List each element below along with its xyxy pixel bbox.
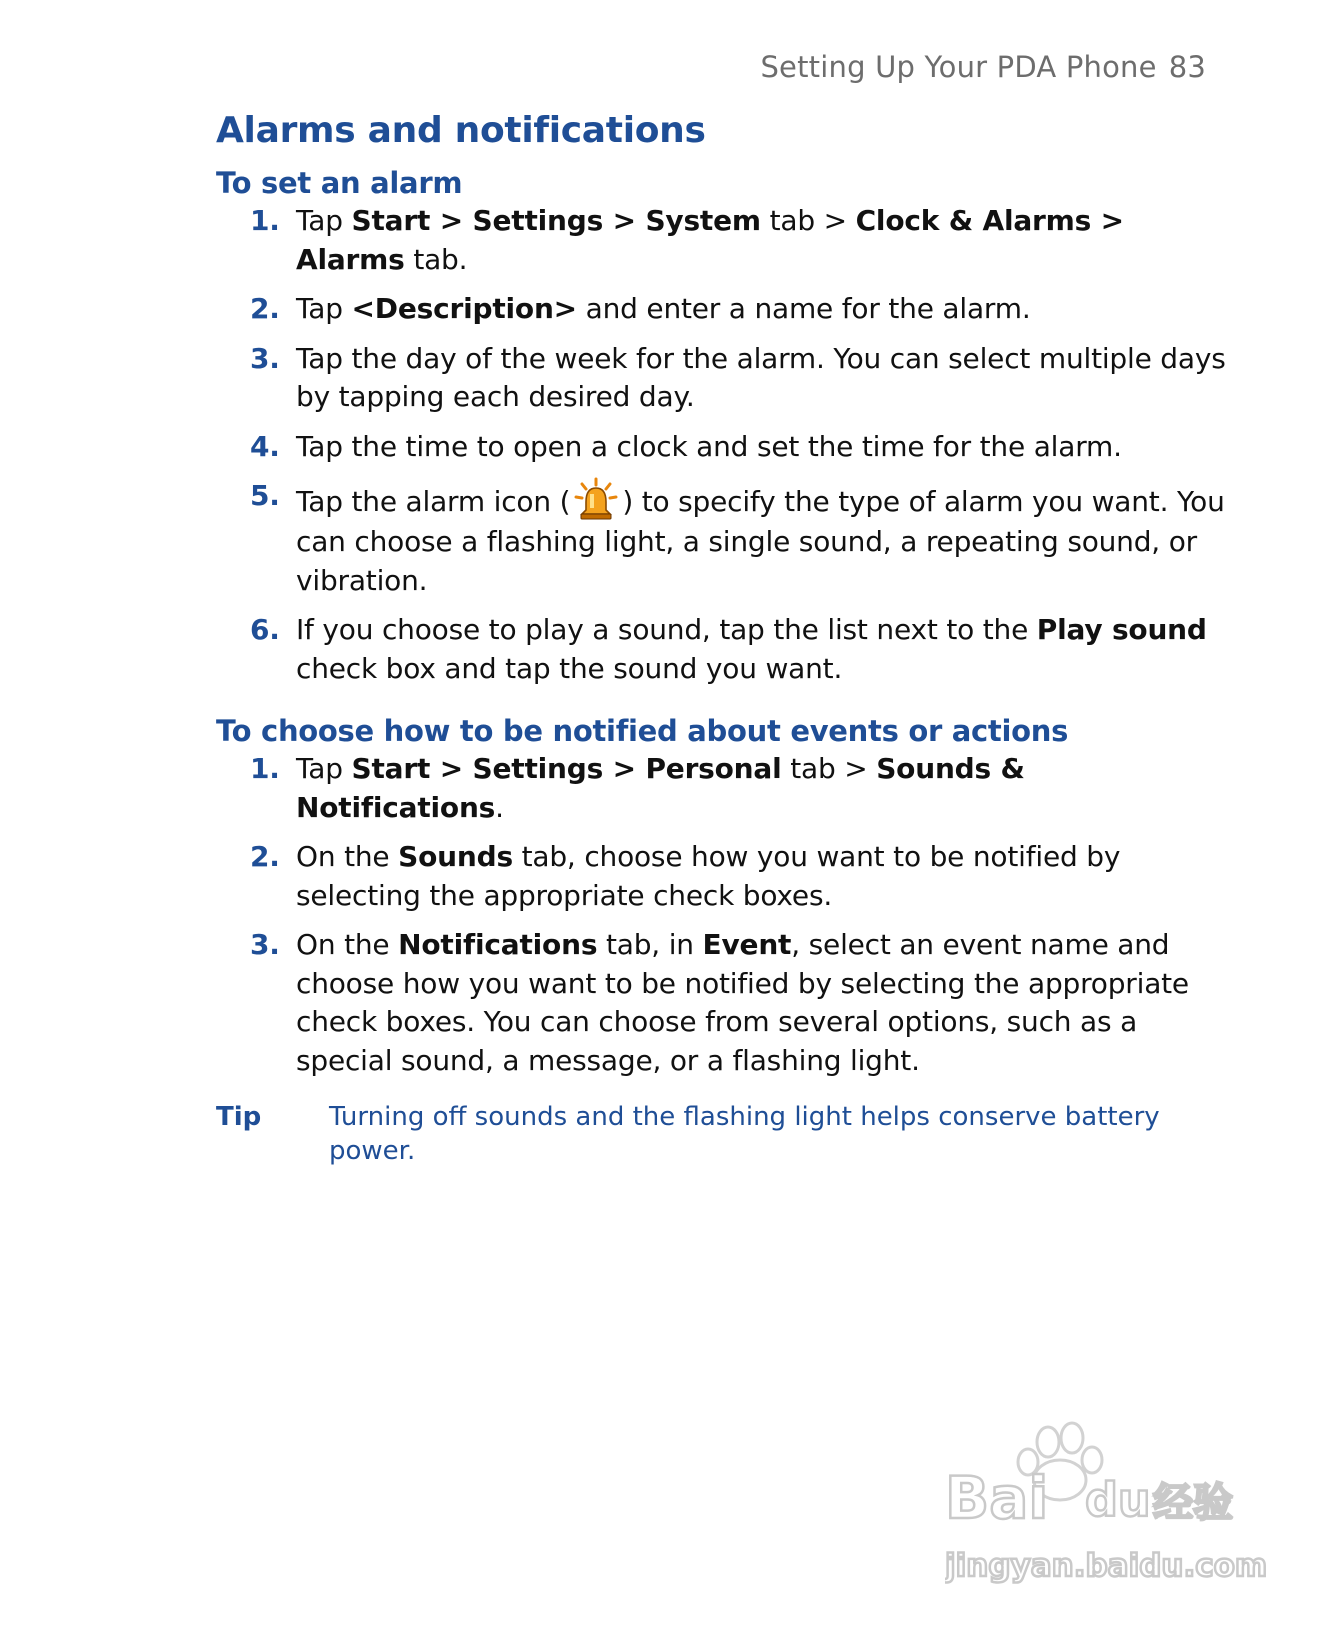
ui-term-event: Event xyxy=(702,928,792,961)
step-number: 5. xyxy=(250,479,280,512)
ui-term-settings: Settings xyxy=(472,204,604,237)
section-heading-set-alarm: To set an alarm xyxy=(216,166,463,200)
ui-term-alarms: Alarms xyxy=(296,242,405,276)
alarm-steps-list xyxy=(216,202,1226,688)
step-number: 2. xyxy=(250,840,280,873)
ui-term-clock-alarms: Clock & Alarms xyxy=(855,204,1092,237)
ui-term-system: System xyxy=(645,204,761,237)
baidu-jingyan-watermark xyxy=(945,1418,1270,1588)
list-item: 6. If you choose to play a sound, tap the list next to the Play sound check box and tap the sound you want. xyxy=(250,613,1207,685)
step-number: 2. xyxy=(250,292,280,325)
list-item: 3. Tap the day of the week for the alarm. You can select multiple days by tapping each desired day. xyxy=(250,341,1226,413)
list-item: 1. Tap Start > Settings > Personal tab > Sounds & Notifications. xyxy=(250,752,1025,824)
alarm-bell-icon xyxy=(573,477,619,523)
page-number: 83 xyxy=(1168,50,1206,84)
section-heading-notify: To choose how to be notified about events or actions xyxy=(216,714,1069,748)
page-content xyxy=(216,108,1226,1168)
step-number: 6. xyxy=(250,613,280,646)
step-number: 4. xyxy=(250,429,280,463)
tip-label: Tip xyxy=(216,1102,262,1132)
list-item: 5. Tap the alarm icon ( ) to specify the type of alarm you want. You can choose a flashing light, a single sound, a repeating sound, or vibration. xyxy=(250,479,1225,597)
running-head xyxy=(760,50,1206,84)
ui-term-personal: Personal xyxy=(645,752,782,785)
ui-term-sounds: Sounds xyxy=(398,840,513,873)
tip-note xyxy=(216,1100,1226,1168)
watermark-url: jingyan.baidu.com xyxy=(945,1548,1268,1584)
tip-text: Turning off sounds and the flashing light helps conserve battery power. xyxy=(329,1102,1160,1166)
ui-term-settings: Settings xyxy=(472,752,604,785)
step-number: 3. xyxy=(250,928,280,961)
watermark-cn: 经验 xyxy=(1153,1480,1233,1526)
list-item: 3. On the Notifications tab, in Event, select an event name and choose how you want to be notified by selecting the appropriate check boxes. You can choose from several options, such as a special sound, a message, or a flashing light. xyxy=(250,928,1189,1077)
ui-term-start: Start xyxy=(351,752,431,785)
watermark-brand-right: du xyxy=(1085,1473,1151,1527)
ui-term-description: <Description> xyxy=(351,292,577,325)
list-item: 4. Tap the time to open a clock and set the time for the alarm. xyxy=(216,428,1226,467)
list-item: 1. Tap Start > Settings > System tab > Clock & Alarms > Alarms tab. xyxy=(250,204,1124,276)
running-head-title: Setting Up Your PDA Phone xyxy=(760,50,1157,84)
ui-term-sounds-notifications: Sounds & Notifications xyxy=(296,752,1025,824)
notify-steps-list xyxy=(216,750,1226,1080)
list-item: 2. Tap <Description> and enter a name for the alarm. xyxy=(216,290,1226,329)
list-item: 2. On the Sounds tab, choose how you want to be notified by selecting the appropriate check boxes. xyxy=(250,840,1121,912)
step-number: 3. xyxy=(250,341,280,375)
page-title: Alarms and notifications xyxy=(216,110,706,151)
step-number: 1. xyxy=(250,204,280,237)
ui-term-notifications: Notifications xyxy=(398,928,598,961)
ui-term-start: Start xyxy=(351,204,431,237)
watermark-brand-left: Bai xyxy=(945,1464,1049,1532)
step-number: 1. xyxy=(250,752,280,785)
ui-term-play-sound: Play sound xyxy=(1036,613,1207,646)
